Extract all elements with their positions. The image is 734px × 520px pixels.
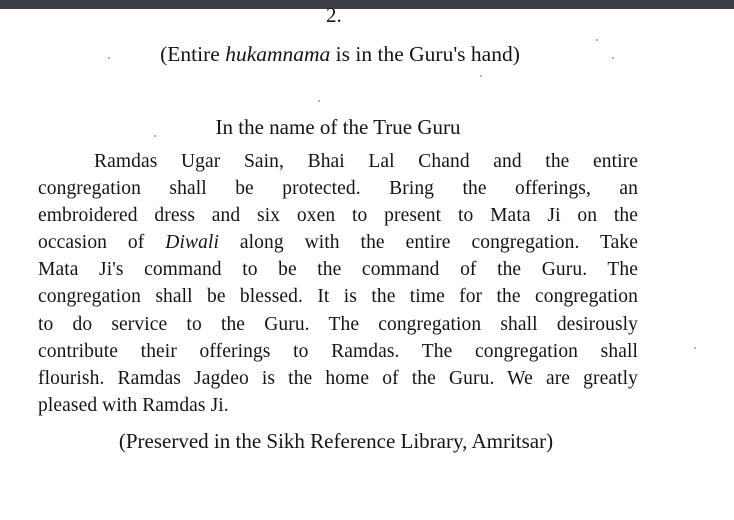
scan-speck <box>154 135 156 137</box>
scan-speck <box>318 100 320 102</box>
body-line-1: Ramdas Ugar Sain, Bhai Lal Chand and the entire <box>94 151 638 172</box>
scan-speck <box>694 347 696 349</box>
source-citation: (Preserved in the Sikh Reference Library, Amritsar) <box>118 429 554 453</box>
body-line-7: to do service to the Guru. The congregation shall desirously <box>38 313 638 335</box>
body-line-4-end: along with the entire congregation. Take <box>218 232 638 254</box>
scan-speck <box>108 57 110 59</box>
document-page <box>0 3 734 520</box>
diwali-term: Diwali <box>165 232 219 254</box>
scan-speck <box>596 39 598 41</box>
scan-speck <box>612 57 614 59</box>
note-suffix: is in the Guru's hand) <box>330 42 520 66</box>
page-number: 2. <box>326 3 342 27</box>
body-line-3: embroidered dress and six oxen to present to Mata Ji on the <box>38 205 638 227</box>
body-line-5: Mata Ji's command to be the command of the Guru. The <box>38 259 638 281</box>
hukamnama-note <box>0 41 680 67</box>
body-line-4 <box>38 229 638 256</box>
body-line-8: contribute their offerings to Ramdas. The congregation shall <box>38 340 638 362</box>
body-line-9: flourish. Ramdas Jagdeo is the home of the Guru. We are greatly <box>38 367 638 389</box>
hukamnama-body <box>38 148 638 419</box>
body-line-6: congregation shall be blessed. It is the time for the congregation <box>38 286 638 308</box>
body-line-2: congregation shall be protected. Bring the offerings, an <box>38 178 638 200</box>
invocation-heading: In the name of the True Guru <box>215 115 461 139</box>
scan-speck <box>480 75 482 77</box>
body-line-4-start: occasion of <box>38 232 166 254</box>
body-line-10: pleased with Ramdas Ji. <box>38 394 229 416</box>
note-italic-term: hukamnama <box>225 42 331 66</box>
note-prefix: (Entire <box>160 42 226 66</box>
viewer-toolbar-edge <box>0 0 734 9</box>
